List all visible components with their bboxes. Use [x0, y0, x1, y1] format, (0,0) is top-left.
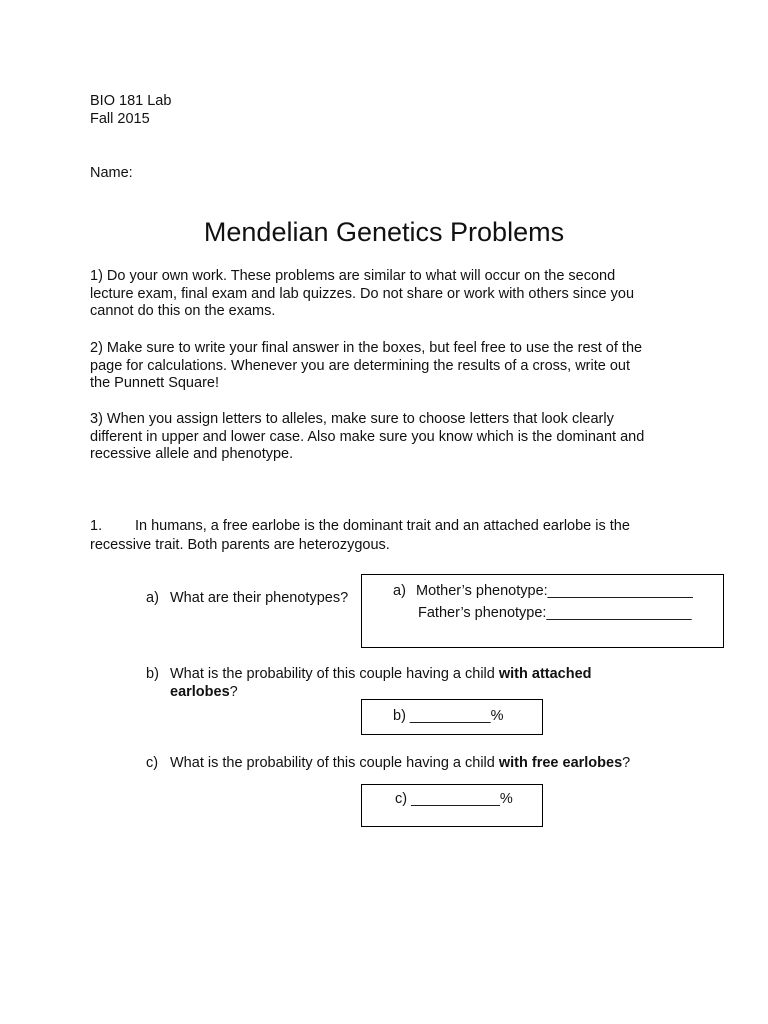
instruction-1-line-1: 1) Do your own work. These problems are similar to what will occur on the second [90, 268, 616, 284]
instruction-2-line-1: 2) Make sure to write your final answer in the boxes, but feel free to use the rest of the [90, 340, 643, 356]
question-b-text-bold: with attached [498, 666, 592, 682]
page-title: Mendelian Genetics Problems [203, 217, 565, 247]
instruction-1-line-2: lecture exam, final exam and lab quizzes. Do not share or work with others since you [90, 285, 635, 302]
term-label: Fall 2015 [90, 111, 150, 127]
answer-box-c[interactable] [361, 784, 543, 827]
name-label: Name: [90, 165, 133, 181]
question-c-text-bold: with free earlobes [498, 755, 623, 771]
instruction-2 [90, 340, 680, 393]
question-b-text [170, 665, 592, 683]
question-c-text [170, 754, 630, 772]
problem-1-text-line-1: In humans, a free earlobe is the dominant trait and an attached earlobe is the [135, 518, 630, 534]
problem-1-number: 1. [90, 518, 103, 534]
answer-box-a[interactable] [361, 574, 724, 648]
problem-1-text-line-2: recessive trait. Both parents are heterozygous. [90, 537, 390, 553]
father-phenotype-field[interactable]: Father’s phenotype:__________________ [418, 605, 692, 621]
instruction-2-line-3: the Punnett Square! [90, 375, 219, 391]
instruction-2-line-2: page for calculations. Whenever you are determining the results of a cross, write out [90, 357, 630, 374]
question-b-text-bold-2: earlobes [170, 684, 230, 700]
question-c-text-pre: What is the probability of this couple having a child [170, 755, 499, 771]
question-b-text-line-2 [170, 683, 238, 701]
question-b-label: b) [146, 666, 159, 682]
instruction-3-line-1: 3) When you assign letters to alleles, make sure to choose letters that look clearly [90, 411, 614, 427]
answer-c-field[interactable]: c) ___________% [395, 791, 513, 807]
question-b-text-pre: What is the probability of this couple having a child [170, 666, 499, 682]
instruction-1 [90, 268, 680, 321]
instruction-1-line-3: cannot do this on the exams. [90, 303, 276, 319]
question-a-text: What are their phenotypes? [170, 590, 349, 606]
answer-a-label: a) [393, 583, 406, 599]
question-a-label: a) [146, 590, 159, 606]
course-label: BIO 181 Lab [90, 93, 172, 109]
question-c-question-mark: ? [622, 755, 631, 771]
answer-box-b[interactable] [361, 699, 543, 735]
question-c-label: c) [146, 755, 159, 771]
instruction-3 [90, 411, 680, 464]
instruction-3-line-3: recessive allele and phenotype. [90, 446, 294, 462]
answer-b-field[interactable]: b) __________% [393, 708, 504, 724]
instruction-3-line-2: different in upper and lower case. Also make sure you know which is the dominant and [90, 428, 645, 445]
mother-phenotype-field[interactable]: Mother’s phenotype:__________________ [416, 583, 693, 599]
question-b-question-mark: ? [229, 684, 238, 700]
